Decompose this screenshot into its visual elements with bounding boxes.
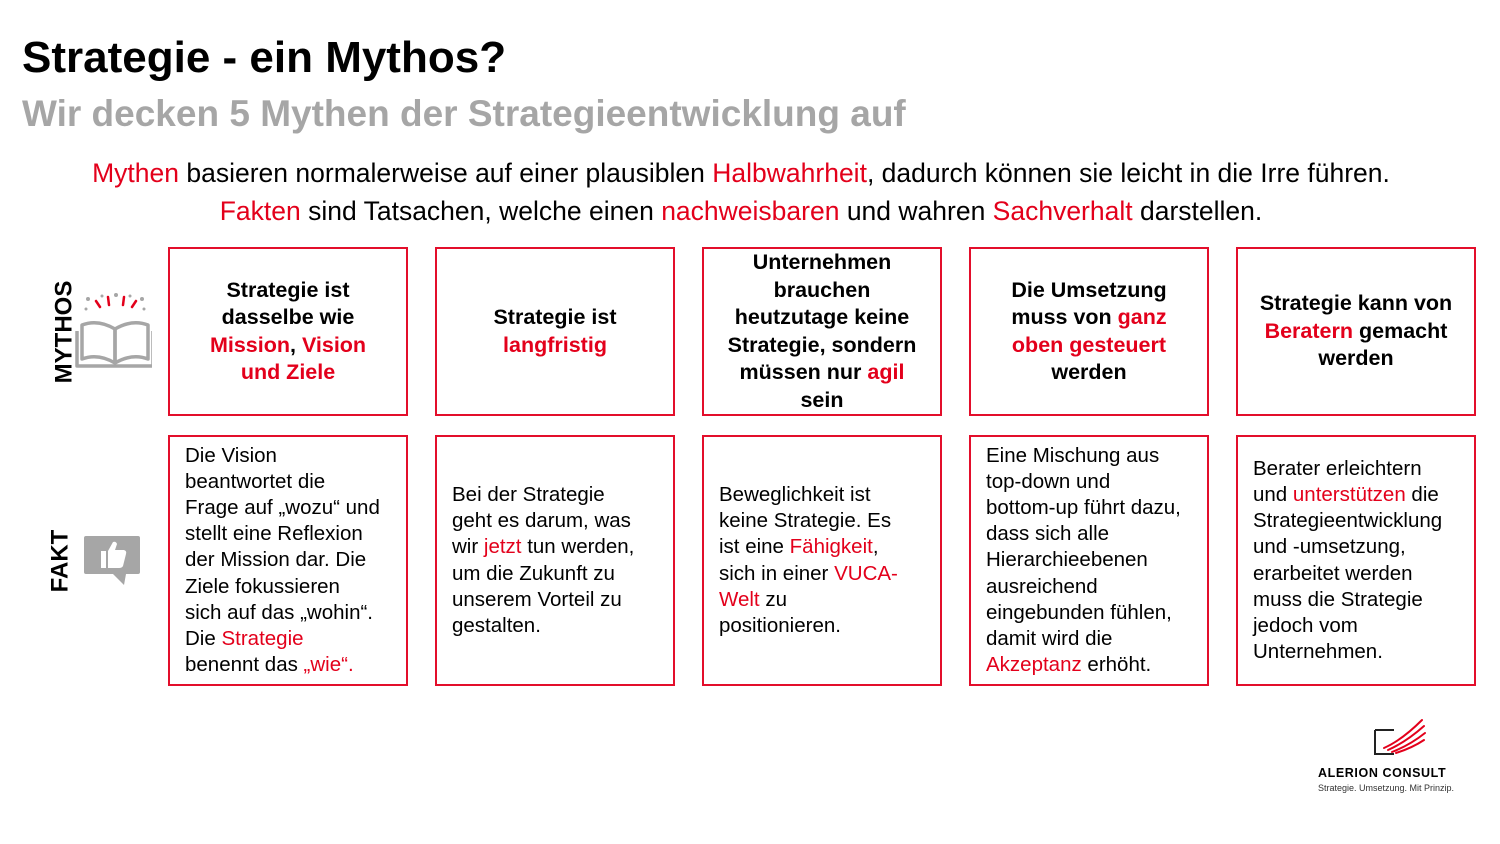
text-segment: unserem Vorteil zu <box>452 587 622 611</box>
highlight-text: Fakten <box>219 196 301 226</box>
text-line <box>493 304 616 332</box>
text-line <box>1253 639 1442 665</box>
text-segment: Die Umsetzung <box>1011 277 1167 302</box>
text-segment: sich in einer <box>719 561 835 585</box>
text-line <box>719 613 898 639</box>
text-segment: muss die Strategie <box>1253 587 1423 611</box>
text-segment: heutzutage keine <box>734 305 910 329</box>
fact-box-2 <box>435 435 675 686</box>
text-line <box>185 547 380 573</box>
myth-box-3 <box>702 247 942 416</box>
alerion-logo-icon <box>1372 718 1428 758</box>
text-line <box>1253 587 1442 613</box>
text-line <box>452 482 634 508</box>
myth-box-4 <box>969 247 1209 416</box>
text-line <box>210 277 366 305</box>
text-segment: jedoch vom <box>1253 613 1358 637</box>
text-line <box>986 574 1181 600</box>
myth-box-5 <box>1236 247 1476 416</box>
text-segment: , <box>289 332 302 357</box>
myth-text-4 <box>1011 277 1166 387</box>
highlight-text: oben gesteuert <box>1011 332 1167 357</box>
text-line <box>728 359 917 387</box>
text-segment: werden <box>1051 360 1127 384</box>
text-line <box>1260 318 1452 346</box>
text-line <box>986 626 1181 652</box>
text-line <box>986 547 1181 573</box>
text-line <box>1260 345 1452 373</box>
text-segment: erarbeitet werden <box>1253 561 1413 585</box>
open-book-icon <box>72 293 152 373</box>
text-segment: Frage auf „wozu“ und <box>185 495 380 519</box>
text-segment: keine Strategie. Es <box>719 509 892 533</box>
text-line <box>1011 359 1166 387</box>
text-segment: Strategie ist <box>226 277 350 302</box>
text-segment: und -umsetzung, <box>1253 535 1406 559</box>
text-line <box>728 387 917 415</box>
text-line <box>719 561 898 587</box>
text-segment: Strategie kann von <box>1259 291 1453 316</box>
myth-box-2 <box>435 247 675 416</box>
fact-text-3 <box>719 482 898 639</box>
text-segment: sind Tatsachen, welche einen <box>300 196 662 226</box>
highlight-text: jetzt <box>483 535 522 559</box>
highlight-text: nachweisbaren <box>661 196 840 226</box>
fact-text-5 <box>1253 456 1442 666</box>
myth-text-1 <box>210 277 366 387</box>
text-segment: Strategie ist <box>493 305 617 329</box>
text-line <box>728 332 917 360</box>
fact-box-4 <box>969 435 1209 686</box>
text-line <box>185 469 380 495</box>
text-line <box>1260 290 1452 318</box>
text-segment: dasselbe wie <box>221 305 355 329</box>
highlight-text: Sachverhalt <box>992 196 1133 226</box>
text-segment: Strategie, sondern <box>727 332 917 357</box>
text-segment: geht es darum, was <box>452 509 631 533</box>
text-segment: tun werden, <box>521 535 635 559</box>
page-title: Strategie - ein Mythos? <box>22 33 507 82</box>
page-subtitle: Wir decken 5 Mythen der Strategieentwicklung auf <box>22 93 906 134</box>
text-segment: , <box>872 535 879 559</box>
text-segment: Unternehmen. <box>1253 640 1383 664</box>
text-line <box>986 652 1181 678</box>
text-line <box>1011 332 1166 360</box>
text-line <box>185 443 380 469</box>
highlight-text: langfristig <box>503 332 607 357</box>
text-segment: dass sich alle <box>986 522 1110 546</box>
text-line <box>719 508 898 534</box>
text-line <box>986 521 1181 547</box>
text-line <box>728 304 917 332</box>
text-line <box>1011 304 1166 332</box>
highlight-text: VUCA- <box>834 561 898 585</box>
text-line <box>986 443 1181 469</box>
text-line <box>986 600 1181 626</box>
text-line <box>719 534 898 560</box>
fact-box-1 <box>168 435 408 686</box>
text-line <box>1253 456 1442 482</box>
text-segment: Die <box>185 627 222 650</box>
text-segment: damit wird die <box>986 627 1113 650</box>
text-segment: bottom-up führt dazu, <box>986 495 1181 519</box>
highlight-text: Halbwahrheit <box>712 158 867 188</box>
text-segment: brauchen <box>773 277 871 302</box>
text-segment: basieren normalerweise auf einer plausiblen <box>179 158 713 188</box>
text-segment: benennt das <box>185 653 304 677</box>
highlight-text: Strategie <box>221 627 304 650</box>
text-line <box>185 652 380 678</box>
text-segment: ist eine <box>719 535 790 559</box>
text-line <box>185 600 380 626</box>
text-segment: gestalten. <box>452 613 541 637</box>
highlight-text: Mythen <box>92 158 180 188</box>
myth-text-3 <box>728 249 917 414</box>
text-line <box>1253 534 1442 560</box>
text-segment: Strategieentwicklung <box>1253 509 1443 533</box>
highlight-text: Mission <box>209 332 290 357</box>
text-line <box>452 561 634 587</box>
text-line <box>185 574 380 600</box>
intro-line-2 <box>0 196 1482 228</box>
text-line <box>728 277 917 305</box>
highlight-text: Fähigkeit <box>789 535 873 559</box>
text-segment: und <box>1253 482 1293 506</box>
text-line <box>1253 482 1442 508</box>
text-line <box>1253 561 1442 587</box>
text-segment: gemacht <box>1353 318 1448 343</box>
text-line <box>986 495 1181 521</box>
text-line <box>452 613 634 639</box>
text-segment: Eine Mischung aus <box>986 443 1160 467</box>
fact-box-5 <box>1236 435 1476 686</box>
text-line <box>210 304 366 332</box>
text-segment: beantwortet die <box>185 469 326 493</box>
text-line <box>728 249 917 277</box>
text-segment: Berater erleichtern <box>1253 456 1422 480</box>
text-segment: top-down und <box>986 469 1111 493</box>
highlight-text: unterstützen <box>1292 482 1406 506</box>
text-line <box>986 469 1181 495</box>
thumbs-up-icon <box>82 534 142 588</box>
company-tagline: Strategie. Umsetzung. Mit Prinzip. <box>1318 783 1455 793</box>
text-segment: der Mission dar. Die <box>185 548 367 572</box>
text-segment: ausreichend <box>986 574 1098 598</box>
text-segment: eingebunden fühlen, <box>986 600 1172 624</box>
text-line <box>719 587 898 613</box>
myths-row-label: MYTHOS <box>50 280 78 384</box>
text-segment: und wahren <box>839 196 993 226</box>
fact-box-3 <box>702 435 942 686</box>
text-segment: muss von <box>1011 305 1118 329</box>
text-line <box>1253 508 1442 534</box>
text-line <box>185 521 380 547</box>
text-line <box>1253 613 1442 639</box>
text-segment: stellt eine Reflexion <box>185 522 363 546</box>
highlight-text: Welt <box>719 587 760 611</box>
company-name: ALERION CONSULT <box>1318 766 1447 780</box>
highlight-text: Vision <box>301 332 367 357</box>
text-segment: Ziele fokussieren <box>185 574 340 598</box>
text-line <box>719 482 898 508</box>
fact-text-1 <box>185 443 380 679</box>
text-segment: Die Vision <box>185 443 277 467</box>
highlight-text: agil <box>867 360 905 384</box>
highlight-text: Akzeptanz <box>986 653 1082 677</box>
highlight-text: ganz <box>1117 305 1167 329</box>
text-segment: zu <box>759 587 787 611</box>
text-line <box>185 495 380 521</box>
text-segment: sein <box>800 387 844 412</box>
text-segment: Hierarchieebenen <box>986 548 1148 572</box>
text-line <box>452 534 634 560</box>
text-line <box>452 587 634 613</box>
highlight-text: „wie“. <box>303 653 354 677</box>
text-line <box>210 332 366 360</box>
text-segment: müssen nur <box>739 360 868 384</box>
myth-text-5 <box>1260 290 1452 373</box>
text-segment: Unternehmen <box>752 250 892 274</box>
facts-row-label: FAKT <box>46 529 74 593</box>
text-segment: sich auf das „wohin“. <box>185 600 374 624</box>
text-line <box>185 626 380 652</box>
text-segment: um die Zukunft zu <box>452 561 615 585</box>
intro-line-1 <box>0 158 1482 190</box>
text-line <box>452 508 634 534</box>
text-segment: erhöht. <box>1081 653 1152 677</box>
highlight-text: und Ziele <box>240 360 336 384</box>
text-segment: wir <box>452 535 484 559</box>
text-line <box>1011 277 1166 305</box>
text-segment: werden <box>1318 346 1394 371</box>
text-segment: , dadurch können sie leicht in die Irre führen. <box>866 158 1390 188</box>
text-segment: darstellen. <box>1132 196 1263 226</box>
highlight-text: Beratern <box>1264 318 1354 343</box>
text-segment: positionieren. <box>719 613 841 637</box>
text-segment: Beweglichkeit ist <box>719 482 871 506</box>
myth-text-2 <box>493 304 616 359</box>
text-segment: die <box>1405 482 1439 506</box>
text-segment: Bei der Strategie <box>452 482 605 506</box>
fact-text-2 <box>452 482 634 639</box>
fact-text-4 <box>986 443 1181 679</box>
text-line <box>210 359 366 387</box>
text-line <box>493 332 616 360</box>
myth-box-1 <box>168 247 408 416</box>
